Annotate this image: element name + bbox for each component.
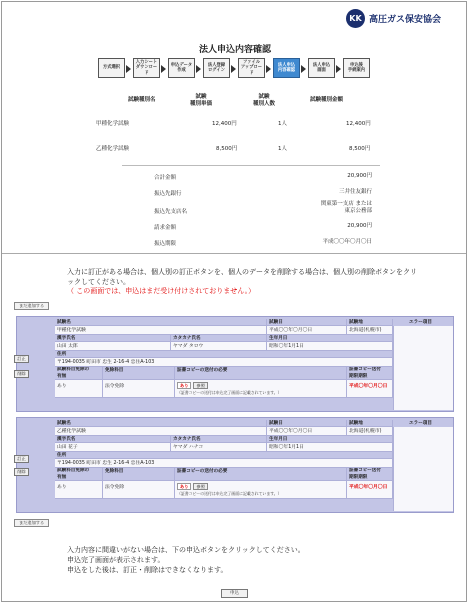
record-2-copy-value: あり — [177, 483, 191, 490]
label-kana-name: カタカナ氏名 — [171, 436, 267, 443]
summary-row-2-total: 8,500円 — [349, 146, 371, 152]
step-2: 入力シート ダウンロード — [133, 58, 160, 78]
label-copy-need: 証書コピーの送付の必要 — [175, 468, 347, 481]
step-7: 法人申込 画面 — [308, 58, 335, 78]
record-1-copy-note: （証書コピーの送付は申込完了画面に記載されています。） — [177, 390, 282, 395]
summary-header-name: 試験種別名 — [128, 97, 156, 103]
bank-label: 振込先銀行 — [154, 191, 182, 197]
invoice-value: 20,900円 — [347, 223, 372, 229]
record-1-exam-name: 甲種化学試験 — [55, 326, 267, 335]
record-2-copy-note: （証書コピーの送付は申込完了画面に記載されています。） — [177, 491, 282, 496]
summary-row-1-unit: 12,400円 — [212, 121, 237, 127]
record-2-kana-name: ヤマダ ハナコ — [171, 443, 267, 452]
label-exam-date: 試験日 — [267, 319, 347, 326]
label-error: エラー項目 — [409, 421, 432, 426]
page-frame — [1, 1, 467, 602]
record-1-copy-value: あり — [177, 382, 191, 389]
record-2 — [16, 417, 454, 513]
not-accepted-warning: （ この画面では、申込はまだ受け付けされておりません。） — [67, 287, 256, 295]
record-2-exempt-subject: 法令免除 — [103, 481, 175, 499]
label-kana-name: カタカナ氏名 — [171, 335, 267, 342]
record-1-ref-button[interactable]: 参照 — [193, 382, 207, 389]
apply-button[interactable]: 申込 — [221, 589, 248, 598]
record-2-address: 〒194-0035 町田市 忠生 2-16-4 忠住A-103 — [55, 459, 393, 468]
branch-value: 関東第一支店 または 東京公務部 — [320, 201, 372, 214]
label-exam-name: 試験名 — [55, 420, 267, 427]
record-1-kana-name: ヤマダ タロウ — [171, 342, 267, 351]
label-copy-need: 証書コピーの送付の必要 — [175, 367, 347, 380]
record-2-birth: 昭和〇年1月1日 — [267, 443, 393, 452]
confirm-instructions: 入力内容に間違いがない場合は、下の申込ボタンをクリックしてください。 申込完了画面が表示されます。 申込をした後は、訂正・削除はできなくなります。 — [67, 546, 305, 574]
record-1-error-box — [393, 326, 453, 410]
add-more-button-top[interactable]: まだ追加する — [14, 302, 49, 310]
section-divider — [2, 253, 467, 254]
summary-header-unit: 試験 種別単価 — [190, 94, 213, 107]
label-birth: 生年月日 — [267, 436, 393, 443]
record-1-kanji-name: 山田 太郎 — [55, 342, 171, 351]
record-1-exam-site: 北海道(札幌市) — [347, 326, 393, 335]
record-1-exam-date: 平成〇〇年〇月〇日 — [267, 326, 347, 335]
record-1 — [16, 316, 454, 412]
label-exempt-subject: 免除科目 — [103, 367, 175, 380]
record-2-deadline: 平成〇年〇月〇日 — [347, 481, 393, 499]
record-2-ref-button[interactable]: 参照 — [193, 483, 207, 490]
bank-value: 三井住友銀行 — [338, 189, 372, 195]
edit-notice: 入力に訂正がある場合は、個人別の訂正ボタンを、個人のデータを削除する場合は、個人別の削除ボタンをクリックしてください。 （ この画面では、申込はまだ受け付けされておりません。） — [67, 268, 417, 295]
label-exam-name: 試験名 — [55, 319, 267, 326]
label-exam-site: 試験地 — [347, 319, 393, 326]
record-1-exempt-subject: 法令免除 — [103, 380, 175, 398]
label-kanji-name: 漢字氏名 — [55, 335, 171, 342]
record-2-copy — [175, 481, 347, 499]
label-copy-deadline: 証書コピー送付 期限期限 — [347, 367, 393, 380]
label-birth: 生年月日 — [267, 335, 393, 342]
org-logo — [346, 8, 441, 28]
step-4: 法人登録 ログイン — [203, 58, 230, 78]
summary-row-1-name: 甲種化学試験 — [96, 121, 130, 127]
deadline-value: 平成〇〇年〇月〇日 — [322, 239, 372, 245]
step-6-current: 法人申込 内容確認 — [273, 58, 300, 78]
summary-divider — [122, 165, 380, 166]
record-2-delete-button[interactable]: 削除 — [14, 468, 29, 476]
total-value: 20,900円 — [347, 173, 372, 179]
step-8: 申込後 手続案内 — [343, 58, 370, 78]
label-exempt: 試験科目免除の 有無 — [55, 367, 103, 380]
org-logo-icon: KK — [346, 9, 365, 28]
summary-row-1-total: 12,400円 — [346, 121, 371, 127]
step-indicator — [98, 58, 378, 78]
summary-header-count: 試験 種別人数 — [253, 94, 276, 107]
record-1-address: 〒194-0035 町田市 忠生 2-16-4 忠住A-103 — [55, 358, 393, 367]
record-2-exam-site: 北海道(札幌市) — [347, 427, 393, 436]
add-more-button-bottom[interactable]: まだ追加する — [14, 519, 49, 527]
total-label: 合計金額 — [154, 175, 177, 181]
label-exam-site: 試験地 — [347, 420, 393, 427]
summary-row-1-count: 1人 — [278, 121, 287, 127]
page-title: 法人申込内容確認 — [198, 45, 271, 55]
label-error: エラー項目 — [409, 320, 432, 325]
org-name: 高圧ガス保安協会 — [369, 14, 442, 25]
label-exam-date: 試験日 — [267, 420, 347, 427]
branch-label: 振込先支店名 — [154, 209, 188, 215]
record-2-exam-date: 平成〇〇年〇月〇日 — [267, 427, 347, 436]
label-exempt-subject: 免除科目 — [103, 468, 175, 481]
record-1-copy — [175, 380, 347, 398]
summary-row-2-unit: 8,500円 — [216, 146, 238, 152]
label-address: 住所 — [55, 452, 393, 459]
record-1-deadline: 平成〇年〇月〇日 — [347, 380, 393, 398]
label-copy-deadline: 証書コピー送付 期限期限 — [347, 468, 393, 481]
record-2-error-box — [393, 427, 453, 511]
step-1: 方式選択 — [98, 58, 125, 78]
record-2-exempt: あり — [55, 481, 103, 499]
record-2-edit-button[interactable]: 訂正 — [14, 455, 29, 463]
record-1-exempt: あり — [55, 380, 103, 398]
label-kanji-name: 漢字氏名 — [55, 436, 171, 443]
record-1-edit-button[interactable]: 訂正 — [14, 355, 29, 363]
summary-header-total: 試験種別金額 — [310, 97, 344, 103]
record-2-exam-name: 乙種化学試験 — [55, 427, 267, 436]
deadline-label: 振込期限 — [154, 241, 177, 247]
summary-row-2-count: 1人 — [278, 146, 287, 152]
record-1-delete-button[interactable]: 削除 — [14, 370, 29, 378]
step-5: ファイル アップロード — [238, 58, 265, 78]
label-exempt: 試験科目免除の 有無 — [55, 468, 103, 481]
invoice-label: 請求金額 — [154, 225, 177, 231]
record-1-birth: 昭和〇年1月1日 — [267, 342, 393, 351]
label-address: 住所 — [55, 351, 393, 358]
record-2-kanji-name: 山田 花子 — [55, 443, 171, 452]
step-3: 申込データ 作成 — [168, 58, 195, 78]
summary-row-2-name: 乙種化学試験 — [96, 146, 130, 152]
